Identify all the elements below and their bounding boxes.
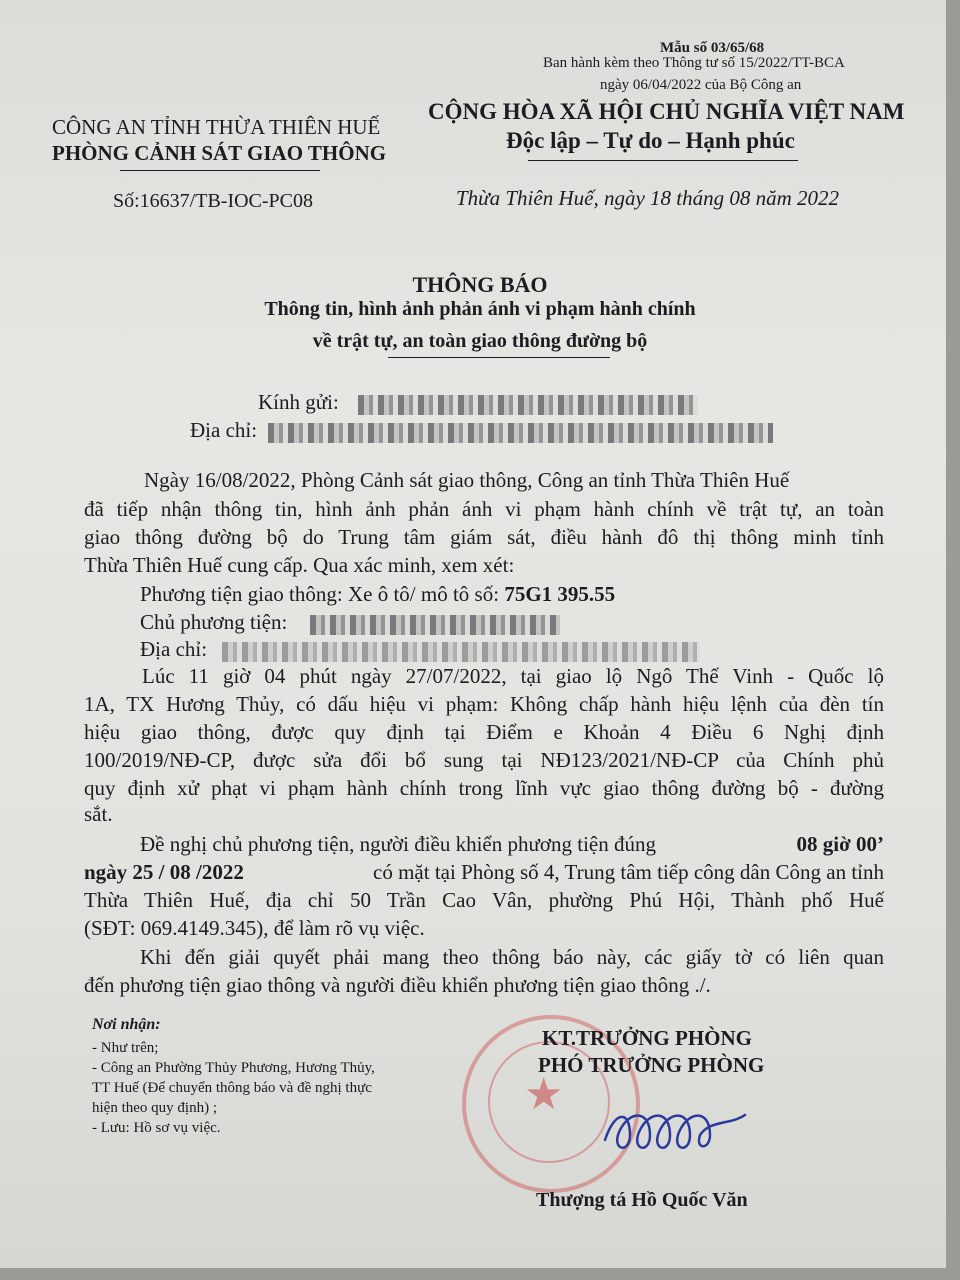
redacted-recipient-name: [358, 395, 698, 415]
appointment-date-line: [84, 860, 884, 885]
recipients-item: TT Huế (Để chuyển thông báo và đề nghị thực: [92, 1080, 372, 1096]
body-line: Lúc 11 giờ 04 phút ngày 27/07/2022, tại giao lộ Ngô Thế Vinh - Quốc lộ: [142, 664, 884, 688]
appointment-date: ngày 25 / 08 /2022: [84, 860, 244, 884]
form-number: Mẫu số 03/65/68: [660, 40, 765, 56]
body-line: giao thông đường bộ do Trung tâm giám sát, điều hành đô thị thông minh tỉnh: [84, 525, 884, 549]
redacted-owner-address: [222, 642, 700, 662]
body-line: Ngày 16/08/2022, Phòng Cảnh sát giao thông, Công an tỉnh Thừa Thiên Huế: [144, 468, 790, 492]
recipients-item: - Như trên;: [92, 1040, 159, 1056]
signer-name: Thượng tá Hồ Quốc Văn: [536, 1189, 748, 1211]
document-subtitle-2: về trật tự, an toàn giao thông đường bộ: [312, 330, 648, 352]
owner-address-label: Địa chỉ:: [140, 637, 208, 661]
body-line: sắt.: [84, 802, 113, 826]
body-line: Khi đến giải quyết phải mang theo thông báo này, các giấy tờ có liên quan: [140, 945, 884, 969]
body-line: hiệu giao thông, được quy định tại Điểm e Khoản 4 Điều 6 Nghị định: [84, 720, 884, 744]
recipients-item: - Lưu: Hồ sơ vụ việc.: [92, 1120, 221, 1136]
title-underline: [388, 357, 610, 358]
recipient-label: Kính gửi:: [258, 390, 339, 414]
redacted-owner-name: [310, 615, 560, 635]
recipients-item: hiện theo quy định) ;: [92, 1100, 217, 1116]
redacted-recipient-address: [268, 423, 773, 443]
agency-department: PHÒNG CẢNH SÁT GIAO THÔNG: [52, 141, 387, 165]
vehicle-line: [140, 582, 615, 607]
vehicle-label: Phương tiện giao thông: Xe ô tô/ mô tô số:: [140, 582, 500, 606]
body-line: đến phương tiện giao thông và người điều khiển phương tiện giao thông ./.: [84, 973, 711, 997]
document-number: Số:16637/TB-IOC-PC08: [113, 190, 314, 212]
handwritten-signature: [600, 1100, 750, 1160]
appointment-time: 08 giờ 00’: [796, 832, 884, 856]
motto-underline: [528, 160, 798, 161]
agency-name: CÔNG AN TỈNH THỪA THIÊN HUẾ: [52, 115, 381, 139]
body-line: Thừa Thiên Huế, địa chỉ 50 Trần Cao Vân, phường Phú Hội, Thành phố Huế: [84, 888, 884, 912]
body-line: quy định xử phạt vi phạm hành chính trong lĩnh vực giao thông đường bộ - đường: [84, 776, 884, 800]
recipients-item: - Công an Phường Thủy Phương, Hương Thủy,: [92, 1060, 375, 1076]
owner-label: Chủ phương tiện:: [140, 610, 288, 634]
recipient-address-label: Địa chỉ:: [190, 418, 258, 442]
agency-underline: [120, 170, 320, 171]
form-note-1: Ban hành kèm theo Thông tư số 15/2022/TT-BCA: [543, 55, 845, 71]
signature-title-2: PHÓ TRƯỞNG PHÒNG: [538, 1053, 765, 1077]
nation-motto: Độc lập – Tự do – Hạnh phúc: [506, 128, 795, 153]
signature-title-1: KT.TRƯỞNG PHÒNG: [542, 1026, 752, 1050]
recipients-title: Nơi nhận:: [92, 1016, 161, 1033]
star-icon: ★: [524, 1070, 564, 1119]
body-line: Thừa Thiên Huế cung cấp. Qua xác minh, xem xét:: [84, 553, 515, 577]
body-line: đã tiếp nhận thông tin, hình ảnh phản ánh vi phạm hành chính về trật tự, an toàn: [84, 497, 884, 521]
body-line: 1A, TX Hương Thủy, có dấu hiệu vi phạm: Không chấp hành hiệu lệnh của đèn tín: [84, 692, 884, 716]
document-subtitle-1: Thông tin, hình ảnh phản ánh vi phạm hành chính: [264, 298, 696, 320]
place-date: Thừa Thiên Huế, ngày 18 tháng 08 năm 2022: [456, 186, 840, 210]
appointment-line: [140, 832, 884, 857]
form-note-2: ngày 06/04/2022 của Bộ Công an: [600, 77, 802, 93]
vehicle-plate: 75G1 395.55: [504, 582, 616, 606]
body-line: (SĐT: 069.4149.345), để làm rõ vụ việc.: [84, 916, 425, 940]
body-line: 100/2019/NĐ-CP, được sửa đổi bổ sung tại NĐ123/2021/NĐ-CP của Chính phủ: [84, 748, 884, 772]
nation-name: CỘNG HÒA XÃ HỘI CHỦ NGHĨA VIỆT NAM: [428, 99, 905, 124]
body-text: Đề nghị chủ phương tiện, người điều khiển phương tiện đúng: [140, 832, 656, 856]
document-title: THÔNG BÁO: [412, 272, 548, 297]
body-text: có mặt tại Phòng số 4, Trung tâm tiếp công dân Công an tỉnh: [373, 860, 884, 884]
